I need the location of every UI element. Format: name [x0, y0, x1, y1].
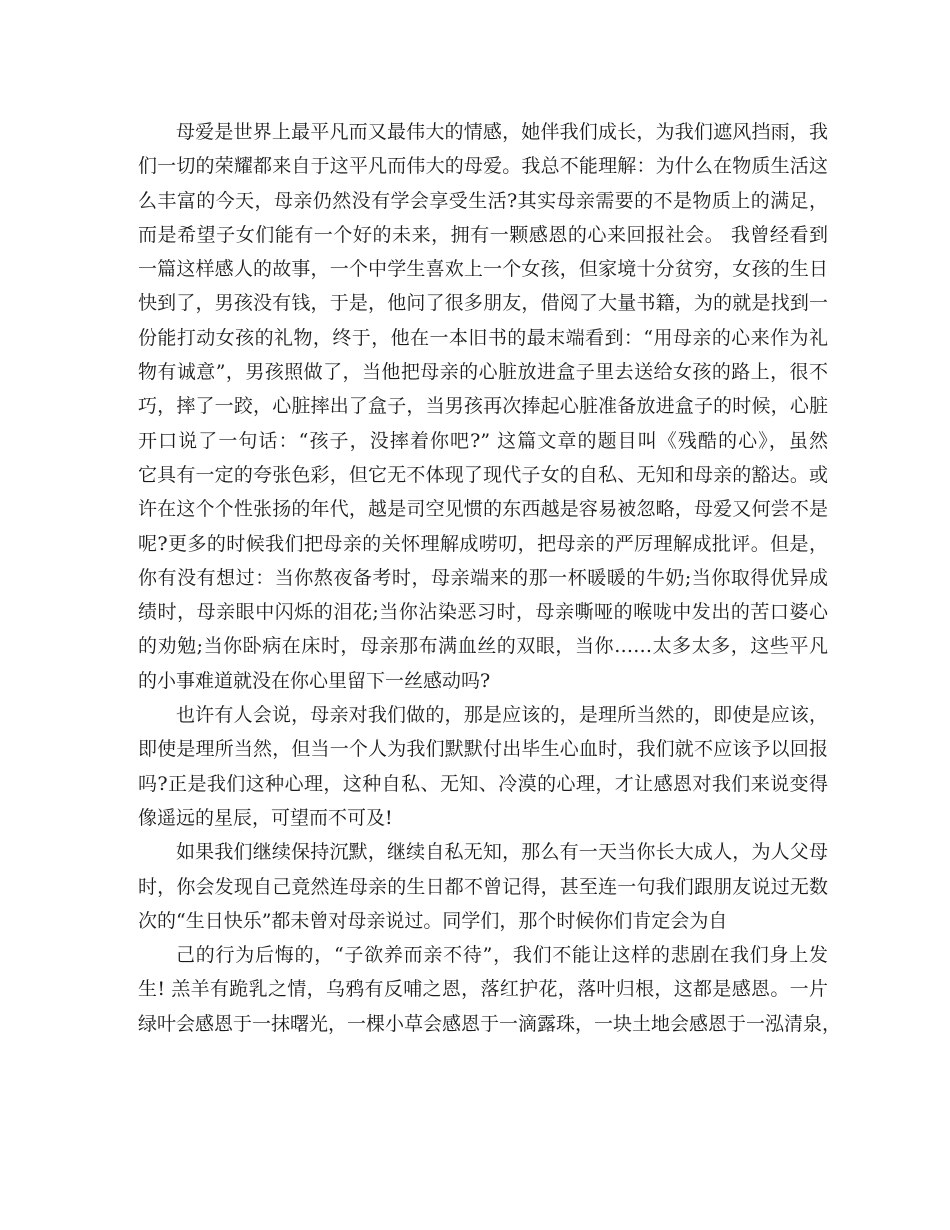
- text-line: 母爱是世界上最平凡而又最伟大的情感，她伴我们成长，为我们遮风挡雨，我: [176, 121, 828, 143]
- text-line: 而是希望子女们能有一个好的未来，拥有一颗感恩的心来回报社会。 我曾经看到: [138, 223, 828, 246]
- text-line: 一篇这样感人的故事，一个中学生喜欢上一个女孩，但家境十分贫穷，女孩的生日: [138, 258, 828, 281]
- text-line: 生! 羔羊有跪乳之情，乌鸦有反哺之恩，落红护花，落叶归根，这都是感恩。一片: [138, 978, 828, 1001]
- text-line: 巧，摔了一跤，心脏摔出了盒子，当男孩再次捧起心脏准备放进盒子的时候，心脏: [138, 395, 828, 418]
- text-line: 的劝勉;当你卧病在床时，母亲那布满血丝的双眼，当你……太多太多，这些平凡: [138, 635, 828, 658]
- body-text: [138, 115, 842, 1041]
- text-line: 它具有一定的夸张色彩，但它无不体现了现代子女的自私、无知和母亲的豁达。或: [138, 463, 828, 486]
- text-line: 么丰富的今天，母亲仍然没有学会享受生活?其实母亲需要的不是物质上的满足，: [138, 189, 828, 212]
- text-line: 许在这个个性张扬的年代，越是司空见惯的东西越是容易被忽略，母爱又何尝不是: [138, 498, 828, 521]
- text-line: 次的“生日快乐”都未曾对母亲说过。同学们，那个时候你们肯定会为自: [138, 909, 728, 932]
- text-line: 吗?正是我们这种心理，这种自私、无知、冷漠的心理，才让感恩对我们来说变得: [138, 772, 828, 795]
- text-line: 们一切的荣耀都来自于这平凡而伟大的母爱。我总不能理解：为什么在物质生活这: [138, 155, 828, 178]
- text-line: 份能打动女孩的礼物，终于，他在一本旧书的最末端看到：“用母亲的心来作为礼: [138, 326, 828, 349]
- text-line: 绿叶会感恩于一抹曙光，一棵小草会感恩于一滴露珠，一块土地会感恩于一泓清泉，: [138, 1012, 842, 1035]
- text-line: 你有没有想过：当你熬夜备考时，母亲端来的那一杯暖暖的牛奶;当你取得优异成: [138, 566, 828, 589]
- text-line: 己的行为后悔的，“子欲养而亲不待”，我们不能让这样的悲剧在我们身上发: [176, 944, 828, 967]
- text-line: 即使是理所当然，但当一个人为我们默默付出毕生心血时，我们就不应该予以回报: [138, 738, 828, 761]
- text-line: 像遥远的星辰，可望而不可及!: [138, 806, 393, 829]
- text-line: 呢?更多的时候我们把母亲的关怀理解成唠叨，把母亲的严厉理解成批评。但是，: [138, 532, 828, 555]
- text-line: 绩时，母亲眼中闪烁的泪花;当你沾染恶习时，母亲嘶哑的喉咙中发出的苦口婆心: [138, 601, 828, 624]
- text-line: 的小事难道就没在你心里留下一丝感动吗?: [138, 669, 491, 692]
- text-line: 也许有人会说，母亲对我们做的，那是应该的，是理所当然的，即使是应该，: [176, 704, 828, 727]
- text-line: 快到了，男孩没有钱，于是，他问了很多朋友，借阅了大量书籍，为的就是找到一: [138, 292, 828, 315]
- text-line: 时，你会发现自己竟然连母亲的生日都不曾记得，甚至连一句我们跟朋友说过无数: [138, 875, 828, 898]
- text-line: 物有诚意”，男孩照做了，当他把母亲的心脏放进盒子里去送给女孩的路上，很不: [138, 361, 828, 384]
- text-line: 如果我们继续保持沉默，继续自私无知，那么有一天当你长大成人，为人父母: [176, 841, 828, 864]
- text-line: 开口说了一句话：“孩子，没摔着你吧?” 这篇文章的题目叫《残酷的心》，虽然: [138, 429, 828, 452]
